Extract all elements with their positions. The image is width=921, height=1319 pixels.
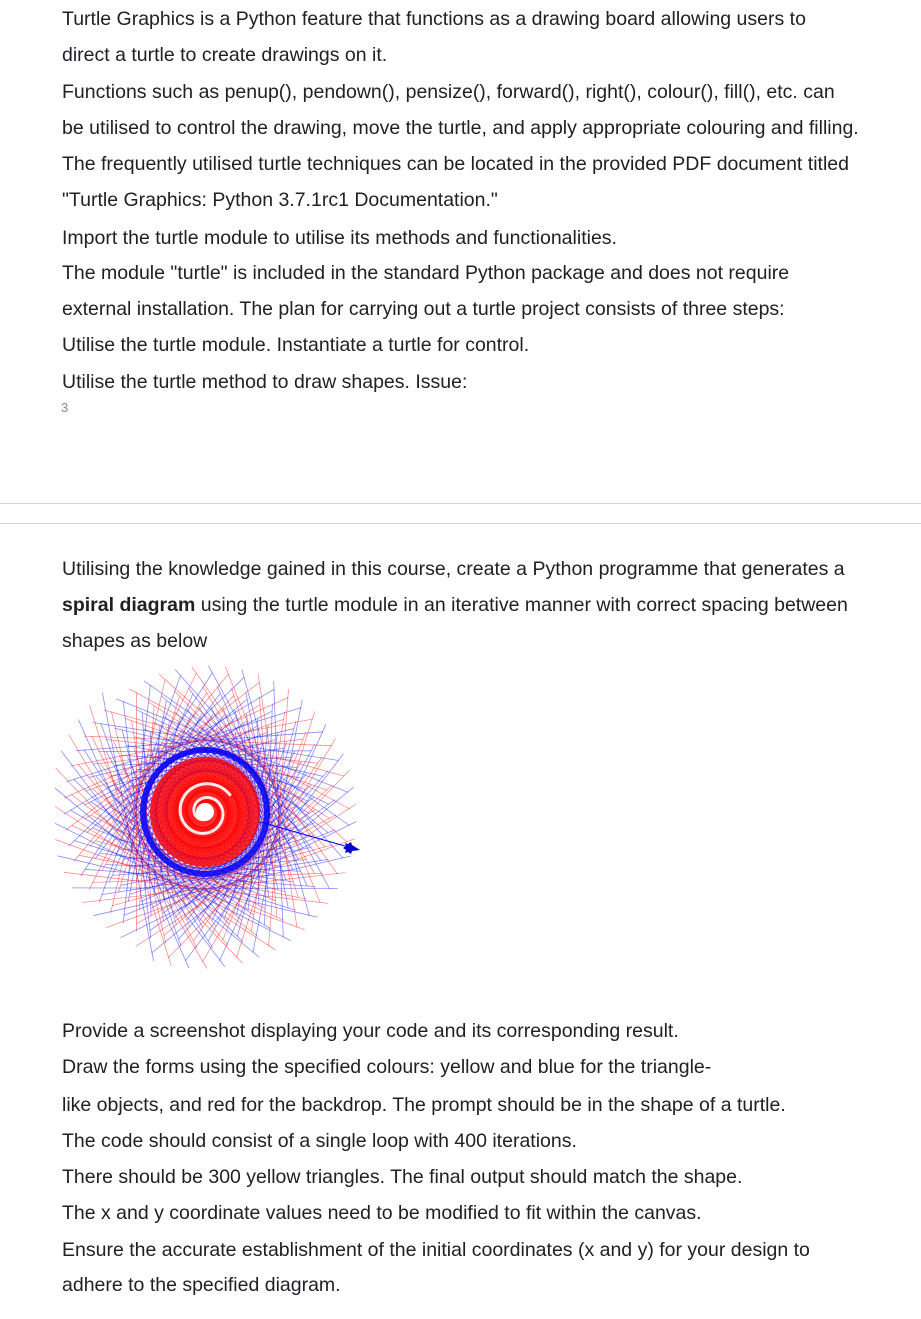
paragraph-line: "Turtle Graphics: Python 3.7.1rc1 Documentation.": [62, 189, 498, 211]
paragraph-line: Import the turtle module to utilise its methods and functionalities.: [62, 227, 617, 249]
intro-rest: using the turtle module in an iterative manner with correct spacing between: [195, 594, 848, 616]
paragraph-line: The module "turtle" is included in the standard Python package and does not require: [62, 262, 790, 284]
requirement-line: Draw the forms using the specified colours: yellow and blue for the triangle-: [62, 1056, 712, 1078]
page-divider-top: [0, 503, 921, 504]
requirement-line: The code should consist of a single loop with 400 iterations.: [62, 1130, 577, 1152]
paragraph-line: be utilised to control the drawing, move the turtle, and apply appropriate colouring and filling.: [62, 117, 859, 139]
intro-line: Utilising the knowledge gained in this course, create a Python programme that generates a: [62, 558, 845, 580]
bold-term: spiral diagram: [62, 594, 196, 616]
paragraph-line: Utilise the turtle module. Instantiate a turtle for control.: [62, 334, 530, 356]
paragraph-line: direct a turtle to create drawings on it.: [62, 44, 388, 66]
paragraph-line: Functions such as penup(), pendown(), pensize(), forward(), right(), colour(), fill(), etc. can: [62, 81, 835, 103]
paragraph-line: external installation. The plan for carrying out a turtle project consists of three steps:: [62, 298, 785, 320]
paragraph-line: The frequently utilised turtle techniques can be located in the provided PDF document titled: [62, 153, 849, 175]
spiral-diagram-figure: [55, 660, 385, 970]
intro-line: shapes as below: [62, 630, 208, 652]
paragraph-line: Turtle Graphics is a Python feature that functions as a drawing board allowing users to: [62, 8, 806, 30]
page-divider-bottom: [0, 523, 921, 524]
requirement-line: like objects, and red for the backdrop. The prompt should be in the shape of a turtle.: [62, 1094, 786, 1116]
requirement-line: There should be 300 yellow triangles. The final output should match the shape.: [62, 1166, 743, 1188]
turtle-cursor-icon: [343, 842, 360, 854]
requirement-line: adhere to the specified diagram.: [62, 1274, 341, 1296]
intro-line-with-bold: [62, 593, 848, 617]
requirement-line: Ensure the accurate establishment of the initial coordinates (x and y) for your design to: [62, 1239, 810, 1261]
center-hole: [196, 803, 214, 821]
requirement-line: The x and y coordinate values need to be modified to fit within the canvas.: [62, 1202, 702, 1224]
page-number: 3: [61, 400, 69, 415]
requirement-line: Provide a screenshot displaying your code and its corresponding result.: [62, 1020, 679, 1042]
paragraph-line: Utilise the turtle method to draw shapes. Issue:: [62, 371, 468, 393]
